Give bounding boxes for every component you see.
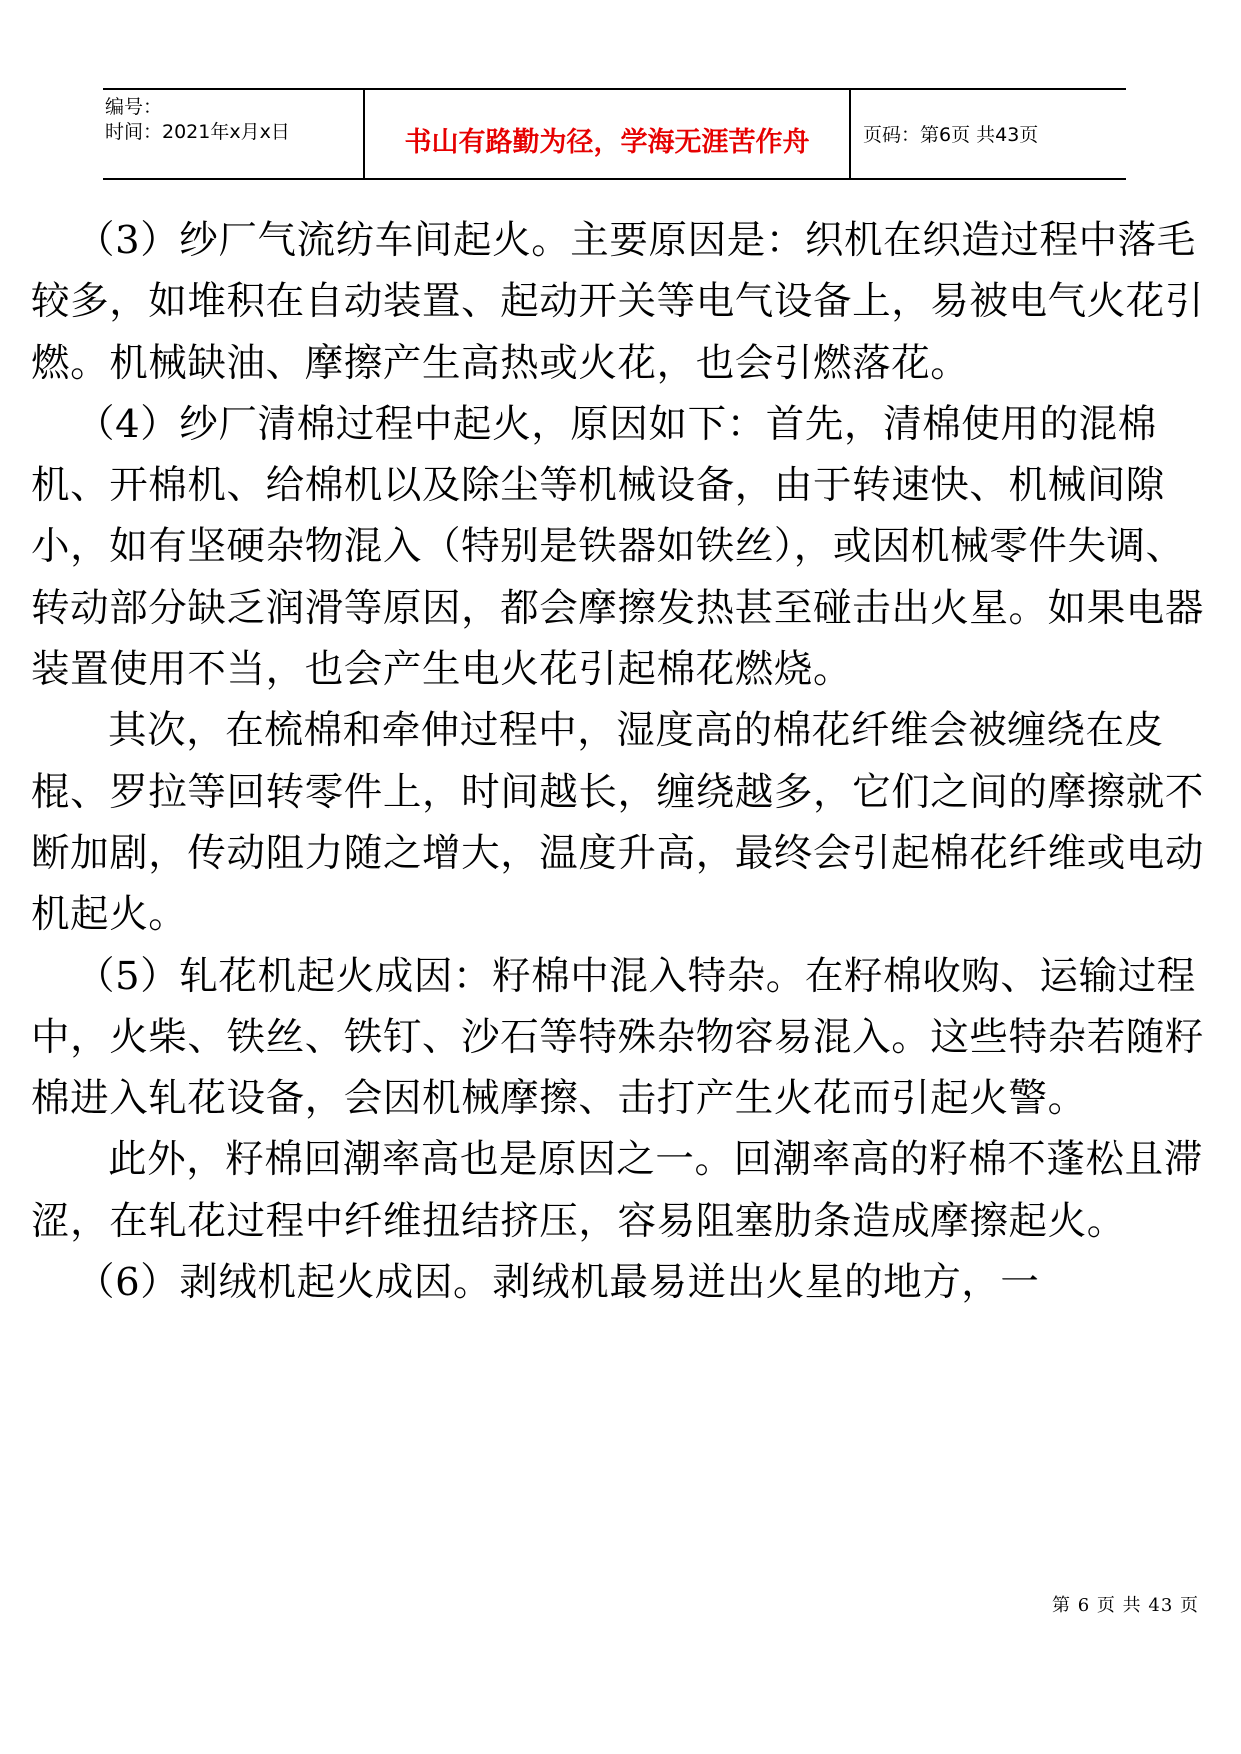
document-time-label: 时间：2021年x月x日 <box>105 121 290 143</box>
paragraph-6: （6）剥绒机起火成因。剥绒机最易迸出火星的地方，一 <box>76 1260 1040 1306</box>
header-motto: 书山有路勤为径，学海无涯苦作舟 <box>404 127 810 158</box>
document-number-label: 编号： <box>105 96 163 118</box>
page-footer: 第 6 页 共 43 页 <box>1052 1595 1199 1616</box>
paragraph-5-continued: 此外，籽棉回潮率高也是原因之一。回潮率高的籽棉不蓬松且滞涩，在轧花过程中纤维扭结挤压，容易阻塞肋条造成摩擦起火。 <box>31 1137 1203 1244</box>
header-meta-cell <box>103 90 365 178</box>
paragraph-3: （3）纱厂气流纺车间起火。主要原因是：织机在织造过程中落毛较多，如堆积在自动装置、起动开关等电气设备上，易被电气火花引燃。机械缺油、摩擦产生高热或火花，也会引燃落花。 <box>31 218 1205 386</box>
paragraph-4-continued: 其次，在梳棉和牵伸过程中，湿度高的棉花纤维会被缠绕在皮棍、罗拉等回转零件上，时间越长，缠绕越多，它们之间的摩擦就不断加剧，传动阻力随之增大，温度升高，最终会引起棉花纤维或电动机起火。 <box>31 708 1205 938</box>
page-header <box>103 88 1126 180</box>
paragraph-5: （5）轧花机起火成因：籽棉中混入特杂。在籽棉收购、运输过程中，火柴、铁丝、铁钉、沙石等特殊杂物容易混入。这些特杂若随籽棉进入轧花设备，会因机械摩擦、击打产生火花而引起火警。 <box>31 953 1205 1122</box>
header-page-info: 页码：第6页 共43页 <box>863 124 1039 146</box>
paragraph-4: （4）纱厂清棉过程中起火，原因如下：首先，清棉使用的混棉机、开棉机、给棉机以及除尘等机械设备，由于转速快、机械间隙小，如有坚硬杂物混入（特别是铁器如铁丝），或因机械零件失调、转动部分缺乏润滑等原因，都会摩擦发热甚至碰击出火星。如果电器装置使用不当，也会产生电火花引起棉花燃烧。 <box>31 401 1205 693</box>
document-body <box>31 210 1211 1313</box>
header-motto-cell <box>365 90 851 178</box>
header-page-cell <box>851 90 1126 178</box>
